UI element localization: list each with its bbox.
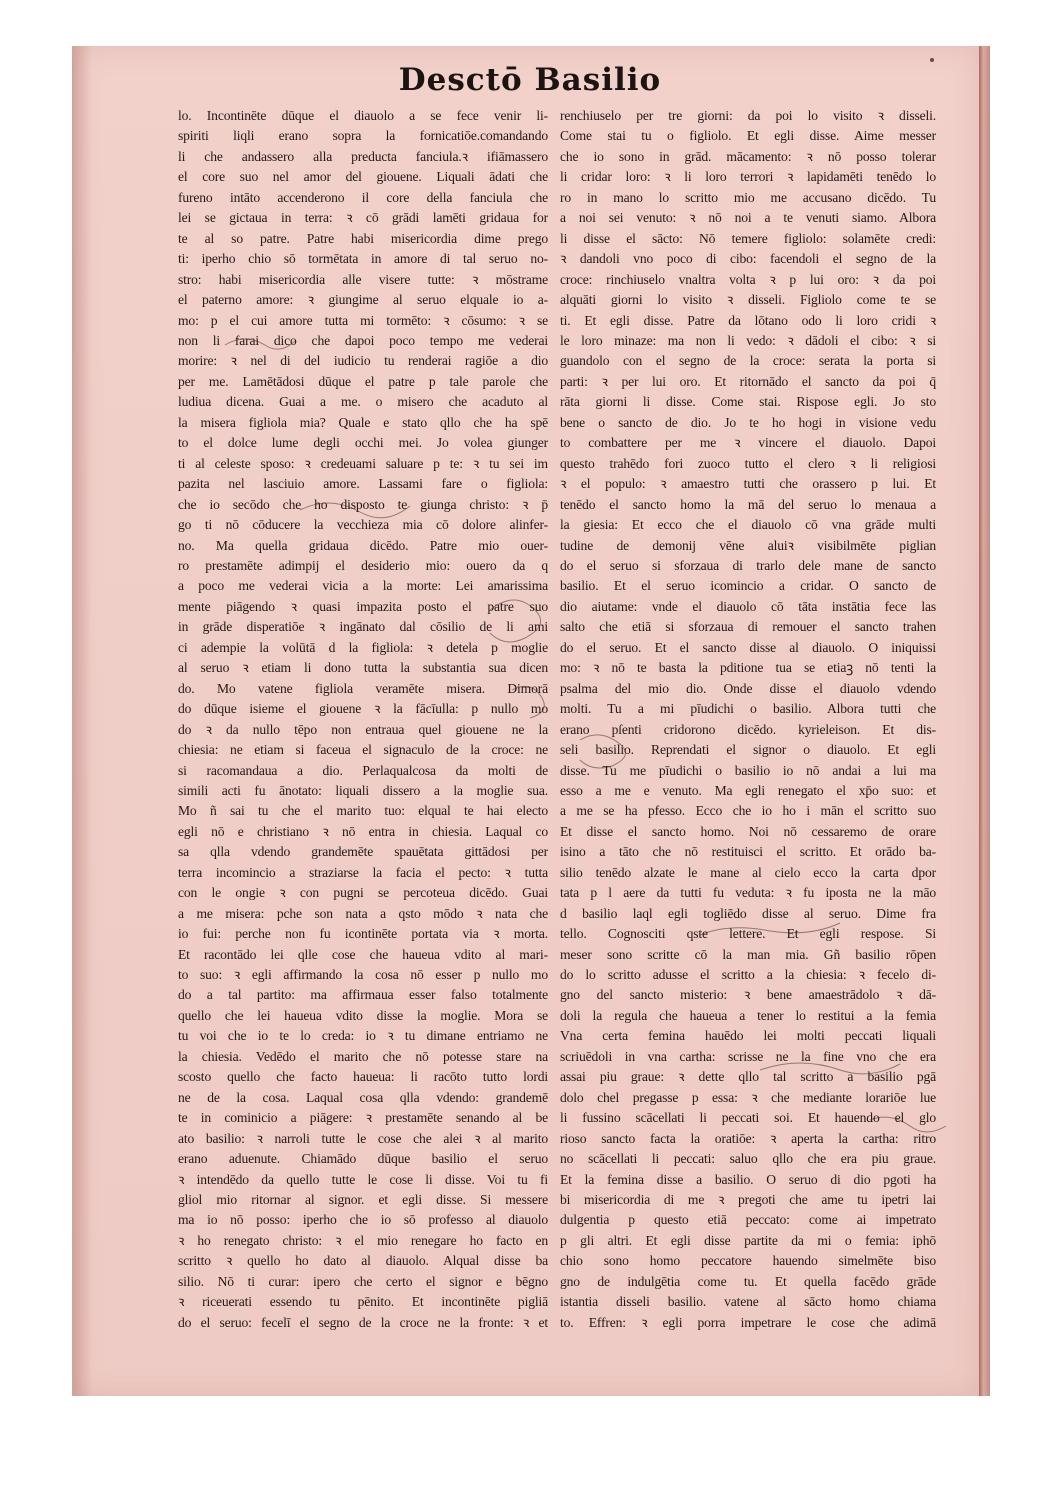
text-line: el paterno amore: ꝛ giungime al seruo elquale io a-: [178, 292, 548, 308]
text-line: go ti nō cōducere la vecchieza mia cō dolore alinfer-: [178, 517, 548, 533]
text-line: p gli altri. Et egli disse partite da mi o femia: iphō: [560, 1232, 936, 1248]
text-line: mo: ꝛ nō te basta la pditione tua se etiaꝫ nō tenti la: [560, 660, 936, 676]
text-line: gno de indulgētia come tu. Et quella facēdo grāde: [560, 1273, 936, 1289]
text-line: Et disse el sancto homo. Noi nō cessaremo de orare: [560, 823, 936, 839]
text-line: chio sono homo peccatore hauendo simelmēte biso: [560, 1253, 936, 1269]
text-line: do. Mo vatene figliola veramēte misera. Dimorā: [178, 680, 548, 696]
text-line: no. Ma quella gridaua dicēdo. Patre mio ouer-: [178, 537, 548, 553]
text-line: ꝛ ho renegato christo: ꝛ el mio renegare ho facto en: [178, 1232, 548, 1248]
text-line: psalma del mio dio. Onde disse el diauolo vdendo: [560, 680, 936, 696]
text-line: la misera figliola mia? Quale e stato qllo che ha spē: [178, 414, 548, 430]
text-line: ma io nō posso: iperho che io sō professo al diauolo: [178, 1212, 548, 1228]
text-line: do ꝛ da nullo tēpo non entraua quel giouene ne la: [178, 721, 548, 737]
text-line: tenēdo el sancto homo la mā del seruo lo menaua a: [560, 496, 936, 512]
text-line: questo trahēdo fori zuoco tutto el clero ꝛ li religiosi: [560, 455, 936, 471]
text-line: io fui: perche non fu icontinēte portata via ꝛ morta.: [178, 926, 548, 942]
text-line: dulgentia p questo etiā peccato: come ai impetrato: [560, 1212, 936, 1228]
text-line: scosto quello che facto haueua: li racōto tutto lordi: [178, 1069, 548, 1085]
text-line: Et la femina disse a basilio. O seruo di dio pgoti ha: [560, 1171, 936, 1187]
text-line: no scācellati li peccati: saluo qllo che era piu graue.: [560, 1151, 936, 1167]
text-line: li cridar loro: ꝛ li loro terrori ꝛ lapidamēti tenēdo lo: [560, 169, 936, 185]
running-title: Desctō Basilio: [398, 62, 662, 98]
text-line: gno del sancto misterio: ꝛ bene amaestrādolo ꝛ dā-: [560, 987, 936, 1003]
text-column-right: [560, 106, 936, 1333]
text-line: gliol mio ritornar al signor. et egli disse. Si messere: [178, 1192, 548, 1208]
text-line: mo: p el cui amore tutta mi tormēto: ꝛ cōsumo: ꝛ se: [178, 312, 548, 328]
text-line: do dūque isieme el giouene ꝛ la fācīulla: p nullo mo: [178, 701, 548, 717]
next-leaf-edge: [979, 46, 990, 1396]
text-line: disse. Tu me pīudichi o basilio io nō andai a lui ma: [560, 762, 936, 778]
text-line: parti: ꝛ per lui oro. Et ritornādo el sancto da poi q̄: [560, 373, 936, 389]
text-line: to combattere per me ꝛ vincere el diauolo. Dapoi: [560, 435, 936, 451]
text-line: con le ongie ꝛ con pugni se percoteua dicēdo. Guai: [178, 885, 548, 901]
text-line: te al so patre. Patre habi misericordia dime prego: [178, 230, 548, 246]
text-line: lo. Incontinēte dūque el diauolo a se fece venir li-: [178, 108, 548, 123]
text-line: a me misera: pche son nata a qsto mōdo ꝛ nata che: [178, 905, 548, 921]
text-line: lei se gictaua in terra: ꝛ cō grādi lamēti gridaua for: [178, 210, 548, 226]
text-line: rioso sancto facta la oratiōe: ꝛ aperta la cartha: ritro: [560, 1130, 936, 1146]
text-line: mente piāgendo ꝛ quasi impazita posto el patre suo: [178, 598, 548, 614]
text-line: scriuēdoli in vna cartha: scrisse ne la fine vno che era: [560, 1048, 936, 1064]
page-mark: [930, 58, 934, 62]
text-line: do el seruo. Et el sancto disse al diauolo. O iniquissi: [560, 639, 936, 655]
text-line: tello. Cognosciti qste lettere. Et egli respose. Si: [560, 926, 936, 942]
text-line: do lo scritto adusse el scritto a la chiesia: ꝛ fecelo di-: [560, 967, 936, 983]
text-column-left: [178, 106, 548, 1333]
text-line: Et racontādo lei qlle cose che haueua vdito al mari-: [178, 946, 548, 962]
text-line: istantia disseli basilio. vatene al sācto homo chiama: [560, 1294, 936, 1310]
text-line: assai piu graue: ꝛ dette qllo tal scritto a basilio pgā: [560, 1069, 936, 1085]
text-line: terra incomincio a straziarse la facia el pecto: ꝛ tutta: [178, 864, 548, 880]
gutter-shadow: [74, 46, 92, 1396]
text-line: ro in mano lo scritto mio me accusano dicēdo. Tu: [560, 189, 936, 205]
text-line: alquāti giorni lo visito ꝛ disseli. Figliolo come te se: [560, 292, 936, 308]
text-line: bi misericordia di me ꝛ pregoti che ame tu ipetri lai: [560, 1192, 936, 1208]
text-line: to el dolce lume degli occhi mei. Jo volea giunger: [178, 435, 548, 451]
text-line: erano pſenti cridorono dicēdo. kyrieleison. Et dis-: [560, 721, 936, 737]
text-line: ꝛ intendēdo da quello tutte le cose li disse. Voi tu fi: [178, 1171, 548, 1187]
text-line: sa qlla vdendo grandemēte spauētata gittādosi per: [178, 844, 548, 860]
text-line: tata p l aere da tutti fu veduta: ꝛ fu iposta ne la māo: [560, 885, 936, 901]
text-line: fureno intāto accenderono il core della fanciula che: [178, 189, 548, 205]
text-line: simili acti fu ānotato: liquali dissero a la moglie sua.: [178, 782, 548, 798]
text-line: la chiesia. Vedēdo el marito che nō potesse stare na: [178, 1048, 548, 1064]
text-line: doli la regula che haueua a tener lo restitui a la femia: [560, 1007, 936, 1023]
text-line: ne de la cosa. Laqual cosa qlla vdendo: grandemē: [178, 1089, 548, 1105]
text-line: silio. Nō ti curar: ipero che certo el signor e bēgno: [178, 1273, 548, 1289]
text-line: ꝛ dandoli vno poco di cibo: facendoli el segno de la: [560, 251, 936, 267]
text-line: li disse el sācto: Nō temere figliolo: solamēte credi:: [560, 230, 936, 246]
text-line: al seruo ꝛ etiam li dono tutta la substantia sua dicen: [178, 660, 548, 676]
text-line: silio tenēdo alzate le mane al cielo ecco la carta dpor: [560, 864, 936, 880]
text-line: rāta giorni li disse. Come stai. Rispose egli. Jo sto: [560, 394, 936, 410]
text-line: li che andassero alla preducta fanciula.ꝛ ifiāmassero: [178, 148, 548, 164]
text-line: ti. Et egli disse. Patre da lōtano odo li loro cridi ꝛ: [560, 312, 936, 328]
text-line: in grāde disperatiōe ꝛ ingānato dal cōsilio de li ami: [178, 619, 548, 635]
text-line: stro: habi misericordia alle visere tutte: ꝛ mōstrame: [178, 271, 548, 287]
text-line: renchiuselo per tre giorni: da poi lo visito ꝛ disseli.: [560, 108, 936, 123]
text-line: a poco me vederai vicia a la morte: Lei amarissima: [178, 578, 548, 594]
text-line: el core suo nel amor del giouene. Liquali ādati che: [178, 169, 548, 185]
text-line: si racomandaua a dio. Perlaqualcosa da molti de: [178, 762, 548, 778]
text-line: erano aduenute. Chiamādo dūque basilio el seruo: [178, 1151, 548, 1167]
text-line: dio aiutame: vnde el diauolo cō tāta instātia fece las: [560, 598, 936, 614]
text-line: tudine de demonij vēne aluiꝛ visibilmēte piglian: [560, 537, 936, 553]
text-line: salto che etiā si sforzaua di remouer el sancto trahen: [560, 619, 936, 635]
text-line: to suo: ꝛ egli affirmando la cosa nō esser p nullo mo: [178, 967, 548, 983]
text-line: isino a tāto che nō restituisci el scritto. Et orādo ba-: [560, 844, 936, 860]
text-line: seli basilio. Reprendati el signor o diauolo. Et egli: [560, 742, 936, 758]
text-line: Vna certa femina hauēdo lei molti peccati liquali: [560, 1028, 936, 1044]
text-line: quello che lei haueua vdito disse la moglie. Mora se: [178, 1007, 548, 1023]
text-line: a me se ha pfesso. Ecco che io ho i mān el scritto suo: [560, 803, 936, 819]
text-line: per me. Lamētādosi dūque el patre p tale parole che: [178, 373, 548, 389]
text-line: ꝛ el populo: ꝛ amaestro tutti che orassero p lui. Et: [560, 476, 936, 492]
text-line: non li farai dico che dapoi poco tempo me vederai: [178, 332, 548, 348]
text-line: to. Effren: ꝛ egli porra impetrare le cose che adimā: [560, 1314, 936, 1330]
text-line: ti al celeste sposo: ꝛ credeuami saluare p te: ꝛ tu sei im: [178, 455, 548, 471]
text-line: a noi sei venuto: ꝛ nō noi a te venuti siamo. Albora: [560, 210, 936, 226]
text-line: do el seruo si sforzaua di trarlo dele mane de sancto: [560, 557, 936, 573]
text-line: chiesia: ne etiam si faceua el signaculo de la croce: ne: [178, 742, 548, 758]
text-line: spiriti liqli erano sopra la fornicatiōe.comandando: [178, 128, 548, 144]
text-line: guandolo con el segno de la croce: serata la porta si: [560, 353, 936, 369]
text-line: esso a me e venuto. Ma egli renegato el xp̄o suo: et: [560, 782, 936, 798]
text-line: le loro minaze: ma non li vedo: ꝛ dādoli el cibo: ꝛ si: [560, 332, 936, 348]
text-line: li fussino scācellati li peccati soi. Et hauendo el glo: [560, 1110, 936, 1126]
text-line: Mo ñ sai tu che el marito tuo: elqual te hai electo: [178, 803, 548, 819]
text-line: d basilio laql egli togliēdo disse al seruo. Dime fra: [560, 905, 936, 921]
text-line: ti: iperho chio sō tormētata in amore di tal seruo no-: [178, 251, 548, 267]
text-line: meser sono scritte cō la man mia. Gñ basilio rōpen: [560, 946, 936, 962]
text-line: te in cominicio a piāgere: ꝛ prestamēte senando al be: [178, 1110, 548, 1126]
text-line: ꝛ riceuerati essendo tu pēnito. Et incontinēte pigliā: [178, 1294, 548, 1310]
text-line: che io sono in grād. mācamento: ꝛ nō posso tolerar: [560, 148, 936, 164]
text-line: molti. Tu a mi pīudichi o basilio. Albora tutti che: [560, 701, 936, 717]
text-line: pazita nel lasciuio amore. Lassami fare o figliola:: [178, 476, 548, 492]
text-line: dolo chel pregasse p essa: ꝛ che mediante lorariōe lue: [560, 1089, 936, 1105]
text-line: Come stai tu o figliolo. Et egli disse. Aime messer: [560, 128, 936, 144]
text-line: che io secōdo che ho disposto te giunga christo: ꝛ p̄: [178, 496, 548, 512]
text-line: ludiua dicena. Guai a me. o misero che acaduto al: [178, 394, 548, 410]
text-line: ci adempie la volūtā d la figliola: ꝛ detela p moglie: [178, 639, 548, 655]
text-line: do el seruo: fecelī el segno de la croce ne la fronte: ꝛ et: [178, 1314, 548, 1330]
text-line: ro prestamēte adimpij el desiderio mio: ouero da q: [178, 557, 548, 573]
text-line: tu voi che io te lo creda: io ꝛ tu dimane entriamo ne: [178, 1028, 548, 1044]
text-line: croce: rinchiuselo vnaltra volta ꝛ p lui oro: ꝛ da poi: [560, 271, 936, 287]
text-line: egli nō e christiano ꝛ nō entra in chiesia. Laqual co: [178, 823, 548, 839]
text-line: do a tal partito: ma affirmaua esser falso totalmente: [178, 987, 548, 1003]
text-line: bene o sancto de dio. Jo te ho hogi in visione vedu: [560, 414, 936, 430]
text-line: ato basilio: ꝛ narroli tutte le cose che alei ꝛ al marito: [178, 1130, 548, 1146]
text-line: basilio. Et el seruo icomincio a cridar. O sancto de: [560, 578, 936, 594]
text-line: scritto ꝛ quello ho dato al diauolo. Alqual disse ba: [178, 1253, 548, 1269]
text-line: la giesia: Et ecco che el diauolo cō vna grāde multi: [560, 517, 936, 533]
text-line: morire: ꝛ nel di del iudicio tu renderai ragiōe a dio: [178, 353, 548, 369]
